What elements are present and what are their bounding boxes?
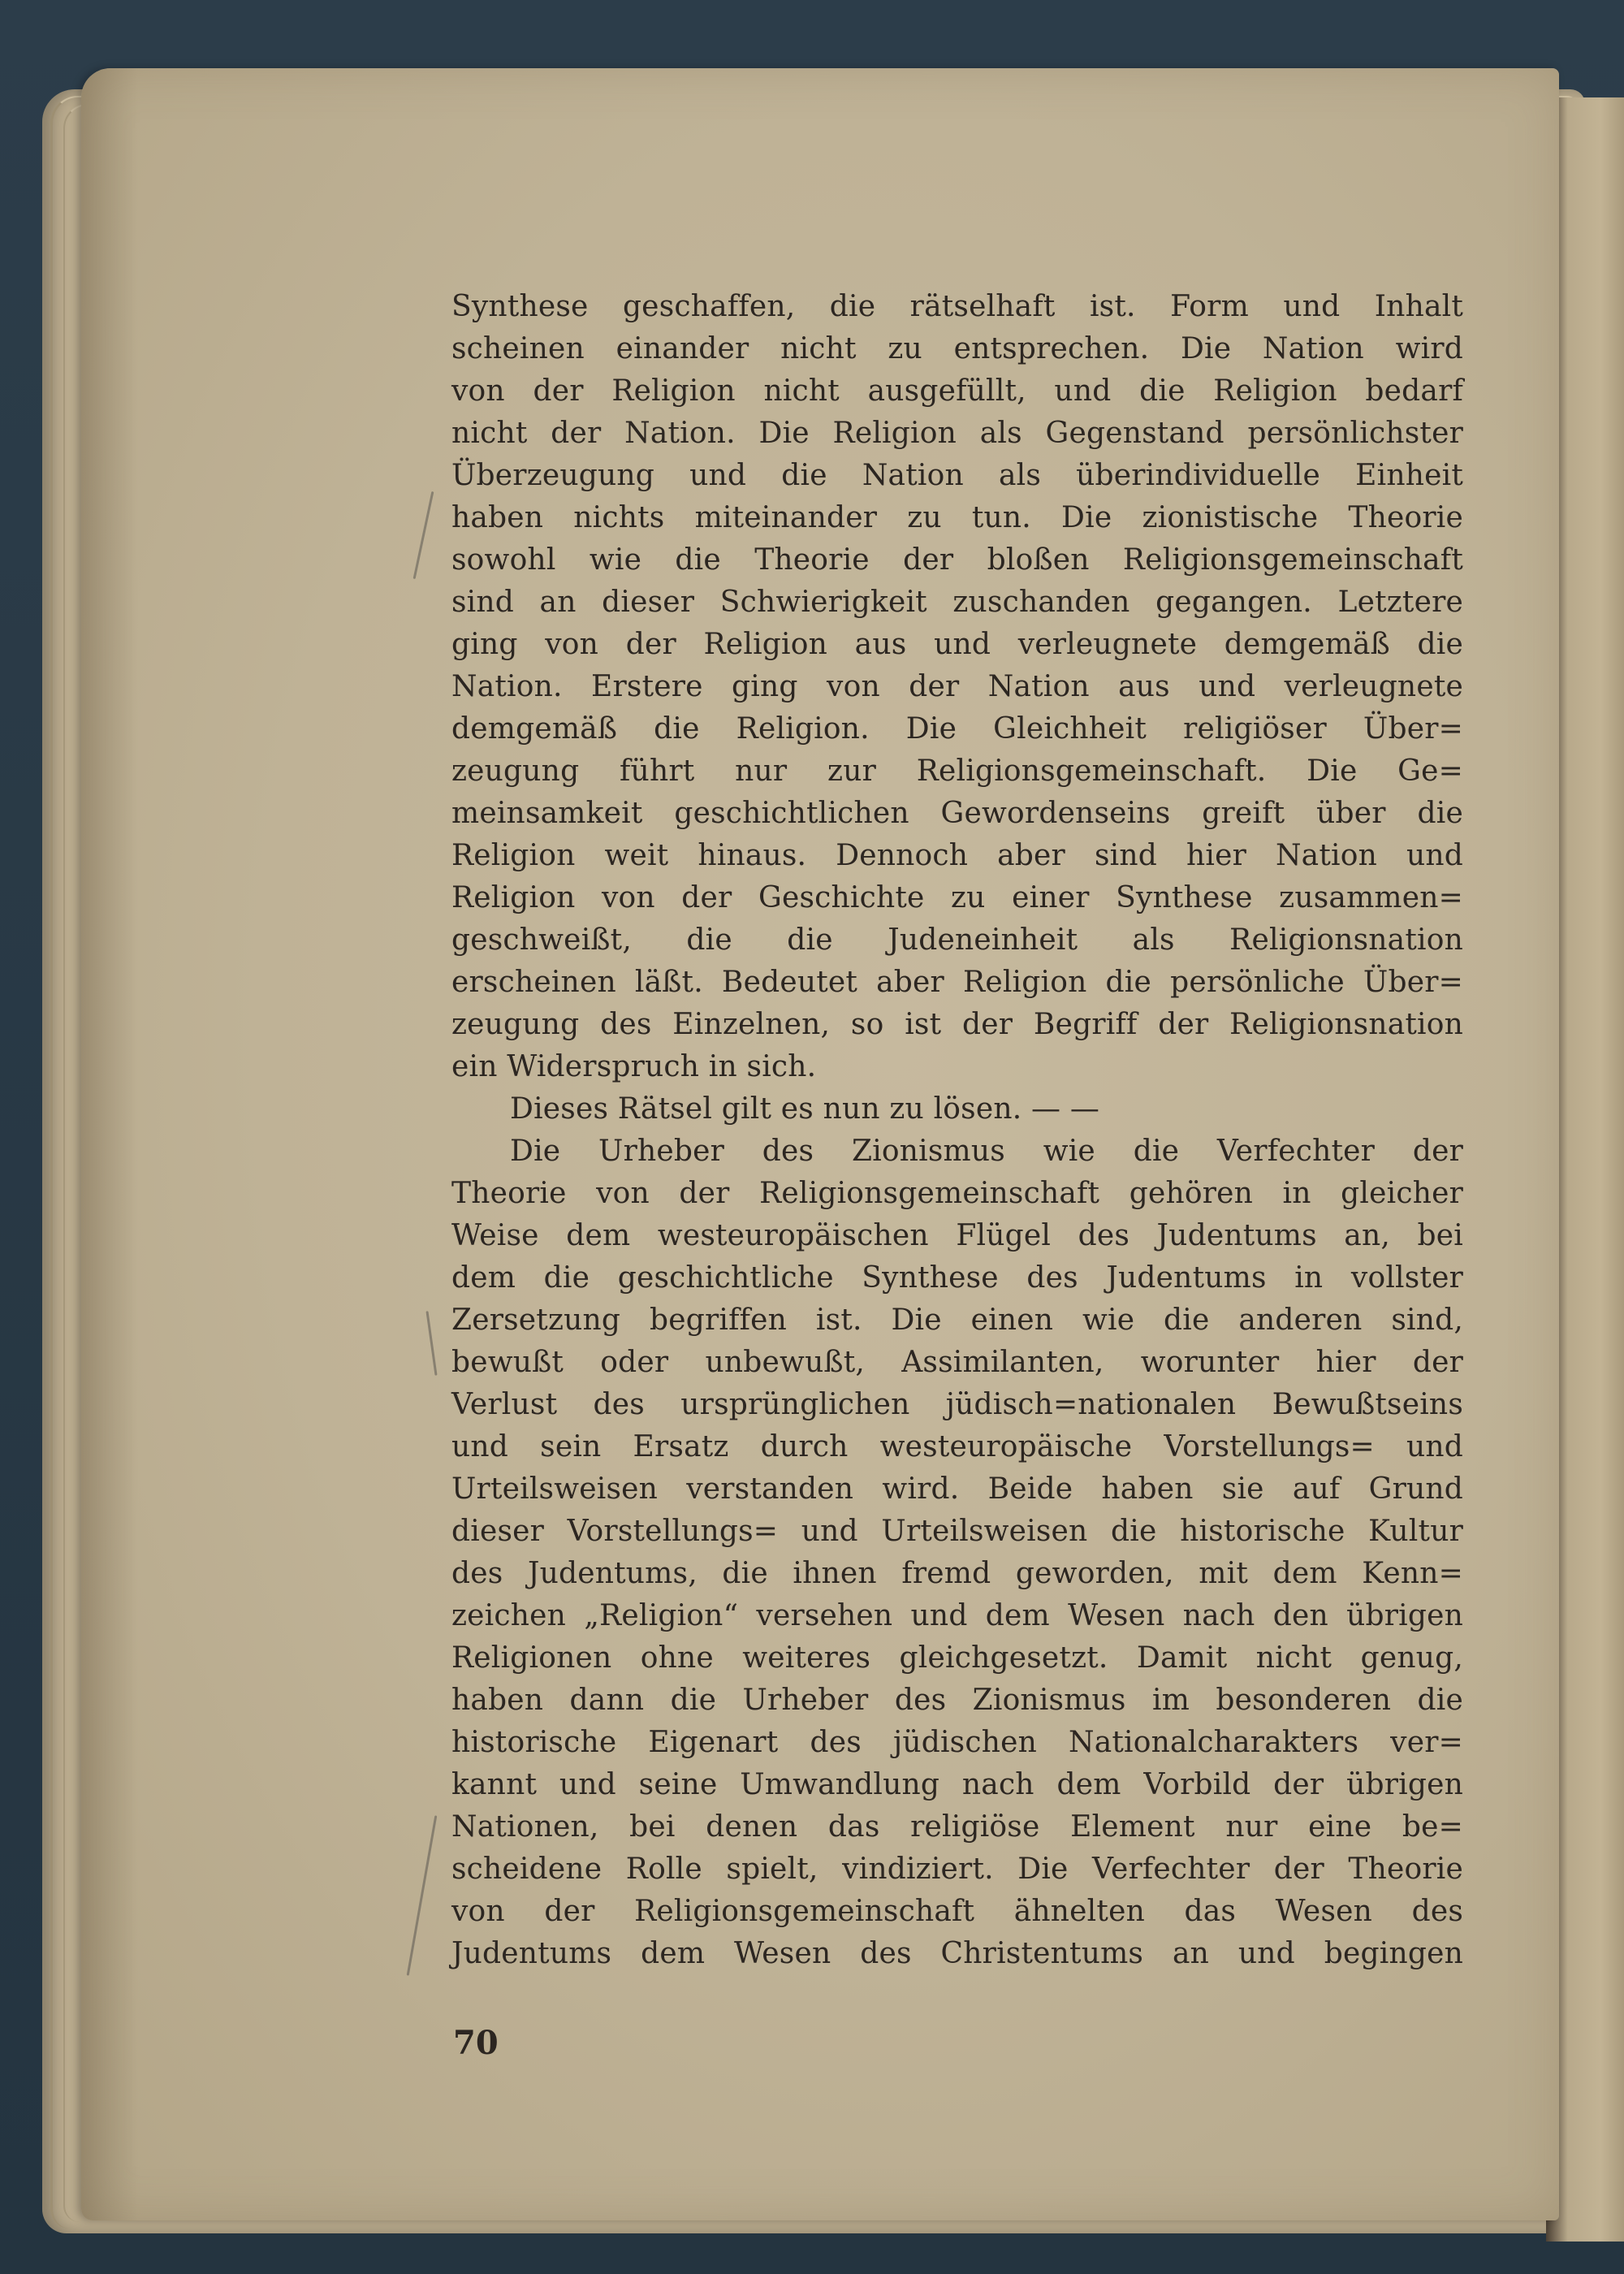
text-line: Judentums dem Wesen des Christentums an und begingen bbox=[451, 1937, 1463, 1970]
text-line: sowohl wie die Theorie der bloßen Religionsgemeinschaft bbox=[451, 543, 1463, 577]
text-line: Verlust des ursprünglichen jüdisch=nationalen Bewußtseins bbox=[451, 1388, 1463, 1421]
text-line: von der Religionsgemeinschaft ähnelten das Wesen des bbox=[451, 1895, 1463, 1928]
page-text bbox=[451, 286, 1463, 1975]
text-line: meinsamkeit geschichtlichen Gewordenseins greift über die bbox=[451, 797, 1463, 830]
paragraph-2 bbox=[451, 1088, 1463, 1131]
text-line: nicht der Nation. Die Religion als Gegenstand persönlichster bbox=[451, 417, 1463, 450]
text-line: zeugung des Einzelnen, so ist der Begriff der Religionsnation bbox=[451, 1008, 1463, 1041]
text-line: demgemäß die Religion. Die Gleichheit religiöser Über= bbox=[451, 712, 1463, 746]
text-line: Überzeugung und die Nation als überindividuelle Einheit bbox=[451, 459, 1463, 492]
text-line: ein Widerspruch in sich. bbox=[451, 1050, 817, 1083]
text-line: Urteilsweisen verstanden wird. Beide haben sie auf Grund bbox=[451, 1472, 1463, 1506]
text-line: Nationen, bei denen das religiöse Element nur eine be= bbox=[451, 1810, 1463, 1844]
text-line: Nation. Erstere ging von der Nation aus und verleugnete bbox=[451, 670, 1463, 703]
text-line: Theorie von der Religionsgemeinschaft gehören in gleicher bbox=[451, 1177, 1463, 1210]
margin-pencil-mark bbox=[425, 1311, 437, 1376]
text-line: scheinen einander nicht zu entsprechen. Die Nation wird bbox=[451, 332, 1463, 365]
text-line: bewußt oder unbewußt, Assimilanten, worunter hier der bbox=[451, 1346, 1463, 1379]
margin-pencil-mark bbox=[413, 491, 434, 579]
paragraph-3 bbox=[451, 1131, 1463, 1975]
text-line: sind an dieser Schwierigkeit zuschanden gegangen. Letztere bbox=[451, 586, 1463, 619]
text-line: Religionen ohne weiteres gleichgesetzt. Damit nicht genug, bbox=[451, 1641, 1463, 1675]
text-line: Weise dem westeuropäischen Flügel des Judentums an, bei bbox=[451, 1219, 1463, 1252]
text-line: haben dann die Urheber des Zionismus im besonderen die bbox=[451, 1684, 1463, 1717]
text-line: Religion von der Geschichte zu einer Synthese zusammen= bbox=[451, 881, 1463, 914]
paragraph-1 bbox=[451, 286, 1463, 1088]
text-line: Synthese geschaffen, die rätselhaft ist. Form und Inhalt bbox=[451, 290, 1463, 323]
text-line: dem die geschichtliche Synthese des Judentums in vollster bbox=[451, 1261, 1463, 1295]
text-line: dieser Vorstellungs= und Urteilsweisen die historische Kultur bbox=[451, 1515, 1463, 1548]
text-line: historische Eigenart des jüdischen Nationalcharakters ver= bbox=[451, 1726, 1463, 1759]
text-line: kannt und seine Umwandlung nach dem Vorbild der übrigen bbox=[451, 1768, 1463, 1801]
text-line: scheidene Rolle spielt, vindiziert. Die Verfechter der Theorie bbox=[451, 1852, 1463, 1886]
text-line: und sein Ersatz durch westeuropäische Vorstellungs= und bbox=[451, 1430, 1463, 1463]
text-line: des Judentums, die ihnen fremd geworden, mit dem Kenn= bbox=[451, 1557, 1463, 1590]
text-line: von der Religion nicht ausgefüllt, und die Religion bedarf bbox=[451, 374, 1463, 408]
text-line: Die Urheber des Zionismus wie die Verfechter der bbox=[510, 1135, 1463, 1168]
text-line: geschweißt, die die Judeneinheit als Religionsnation bbox=[451, 923, 1463, 957]
text-line: Religion weit hinaus. Dennoch aber sind hier Nation und bbox=[451, 839, 1463, 872]
text-line: Dieses Rätsel gilt es nun zu lösen. — — bbox=[510, 1092, 1100, 1126]
text-line: ging von der Religion aus und verleugnete demgemäß die bbox=[451, 628, 1463, 661]
margin-pencil-mark bbox=[407, 1815, 438, 1975]
text-line: Zersetzung begriffen ist. Die einen wie die anderen sind, bbox=[451, 1303, 1463, 1337]
text-line: haben nichts miteinander zu tun. Die zionistische Theorie bbox=[451, 501, 1463, 534]
text-line: erscheinen läßt. Bedeutet aber Religion die persönliche Über= bbox=[451, 966, 1463, 999]
text-line: zeichen „Religion“ versehen und dem Wesen nach den übrigen bbox=[451, 1599, 1463, 1632]
text-line: zeugung führt nur zur Religionsgemeinschaft. Die Ge= bbox=[451, 754, 1463, 788]
page-number: 70 bbox=[453, 2024, 499, 2062]
